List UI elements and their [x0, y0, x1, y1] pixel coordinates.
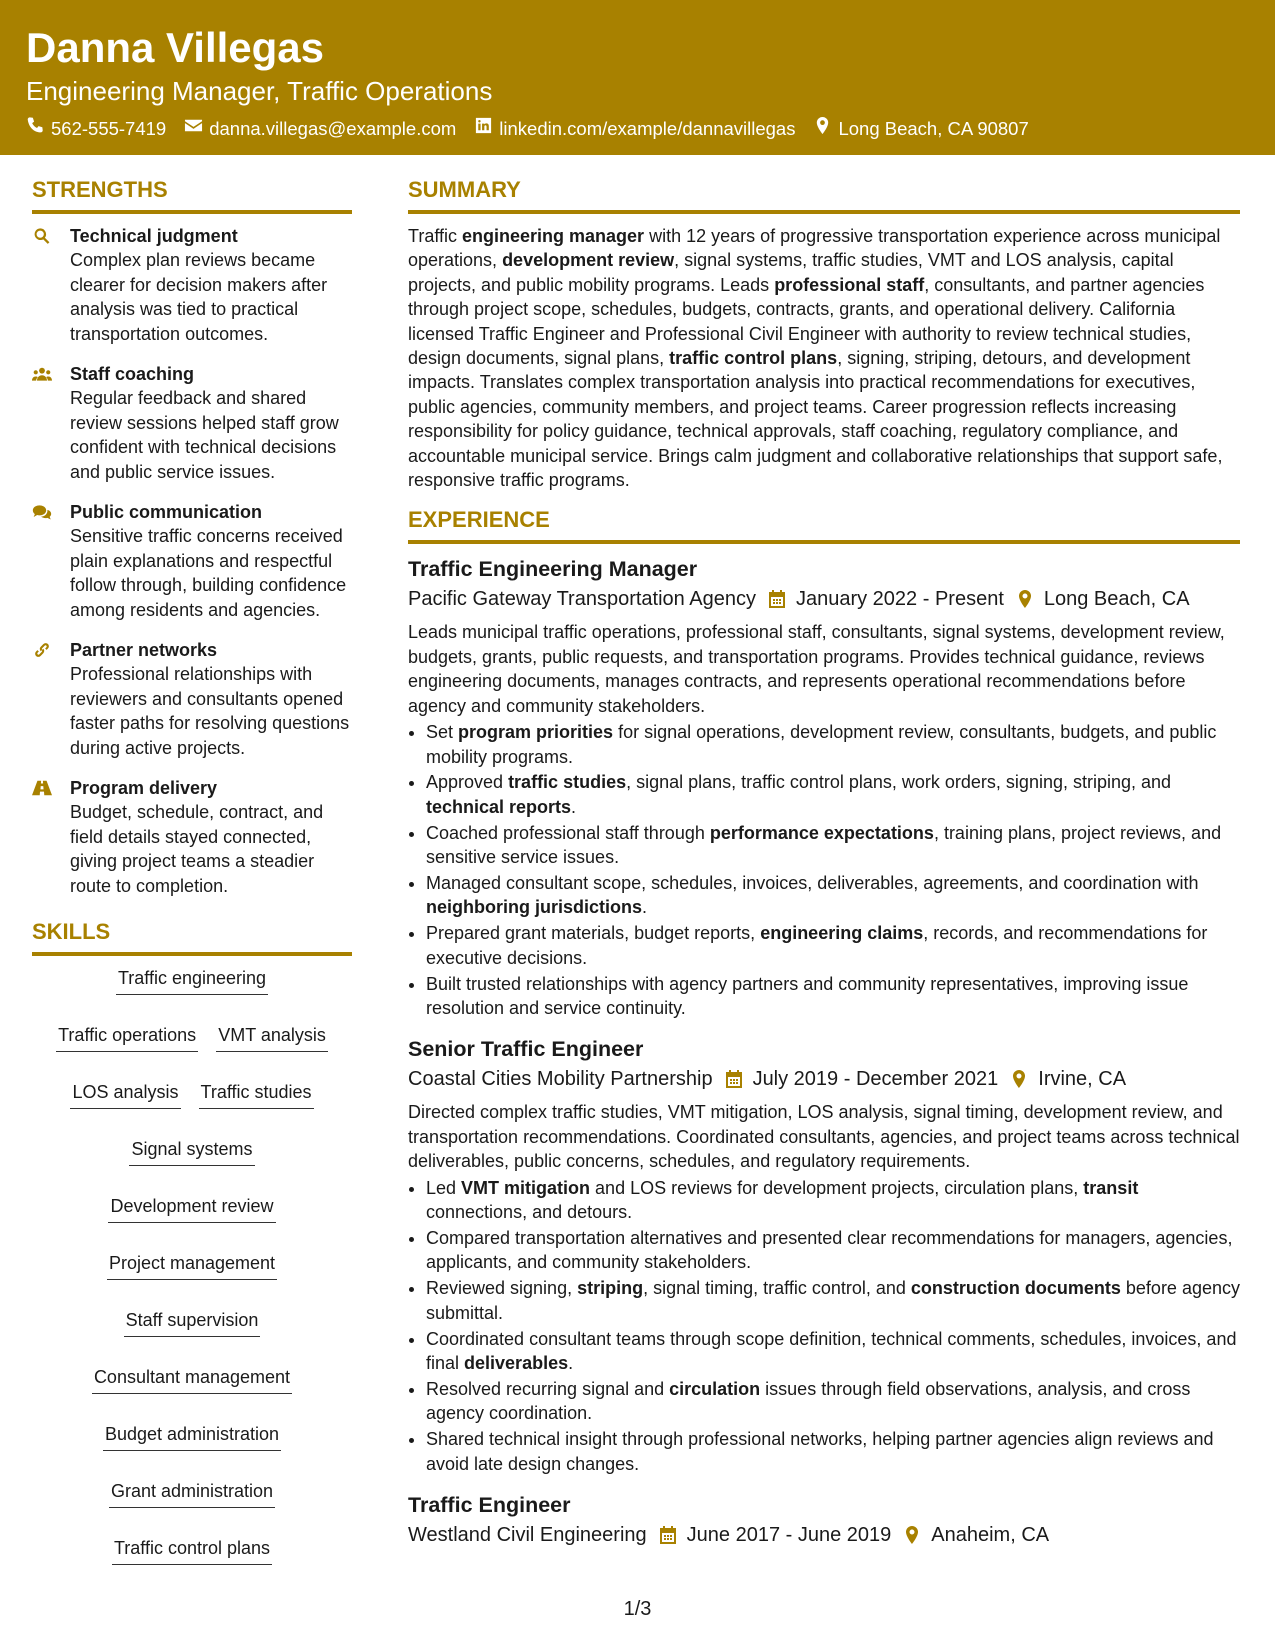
comments-icon — [32, 500, 70, 622]
strengths-heading: STRENGTHS — [32, 176, 352, 214]
list-item: • Led VMT mitigation and LOS reviews for development projects, circulation plans, transit connections, and detours. — [426, 1176, 1240, 1225]
summary-text: Traffic engineering manager with 12 years of progressive transportation experience across municipal operations, development review, signal systems, traffic studies, VMT and LOS analysis, capital projects, and public mobility programs. Leads professional staff, consultants, and partner agencies through project scope, schedules, budgets, contracts, grants, and operational delivery. California licensed Traffic Engineer and Professional Civil Engineer with authority to review technical studies, design documents, signal plans, traffic control plans, signing, striping, detours, and development impacts. Translates complex transportation analysis into practical recommendations for executives, public agencies, community members, and project teams. Career progression reflects increasing responsibility for policy guidance, technical approvals, staff coaching, regulatory compliance, and accountable municipal service. Brings calm judgment and collaborative relationships that support safe, responsive traffic programs. — [408, 226, 1223, 491]
job-bullets — [408, 1176, 1240, 1476]
strengths-list — [32, 224, 352, 898]
skills-heading: SKILLS — [32, 918, 352, 956]
calendar-icon — [768, 589, 786, 609]
job-entry — [408, 554, 1240, 1020]
job-dates: July 2019 - December 2021 — [752, 1068, 999, 1091]
contact-location — [813, 116, 1028, 141]
list-item: • Resolved recurring signal and circulation issues through field observations, analysis, and cross agency coordination. — [426, 1377, 1240, 1426]
strength-title: Technical judgment — [70, 226, 238, 246]
list-item: • Coordinated consultant teams through scope definition, technical comments, schedules, invoices, and final deliverables. — [426, 1327, 1240, 1376]
job-entry — [408, 1034, 1240, 1476]
right-column — [408, 176, 1240, 1556]
list-item: • Shared technical insight through professional networks, helping partner agencies align reviews and avoid late design changes. — [426, 1427, 1240, 1476]
email-text: danna.villegas@example.com — [209, 117, 457, 139]
calendar-icon — [725, 1069, 743, 1089]
job-bullets — [408, 720, 1240, 1020]
strength-item — [32, 362, 352, 484]
strength-desc: Complex plan reviews became clearer for decision makers after analysis was tied to practical transportation outcomes. — [70, 250, 328, 344]
contact-email[interactable] — [184, 116, 456, 141]
list-item: • Set program priorities for signal operations, development review, consultants, budgets, and public mobility programs. — [426, 720, 1240, 769]
strength-desc: Sensitive traffic concerns received plain explanations and respectful follow through, building confidence among residents and agencies. — [70, 526, 347, 620]
summary-heading: SUMMARY — [408, 176, 1240, 214]
location-text: Long Beach, CA 90807 — [838, 117, 1029, 139]
strength-item — [32, 638, 352, 760]
search-icon — [32, 224, 70, 346]
strength-desc: Professional relationships with reviewers and consultants opened faster paths for resolving questions during active projects. — [70, 664, 350, 758]
job-description: Leads municipal traffic operations, professional staff, consultants, signal systems, development review, budgets, grants, public requests, and transportation programs. Provides technical guidance, reviews engineering documents, manages contracts, and represents operational recommendations before agency and community stakeholders. — [408, 622, 1225, 716]
strength-desc: Regular feedback and shared review sessions helped staff grow confident with technical decisions and public service issues. — [70, 388, 339, 482]
phone-icon — [26, 116, 45, 141]
skill-tag: Staff supervision — [124, 1308, 261, 1337]
job-dates: January 2022 - Present — [795, 588, 1004, 611]
strength-title: Staff coaching — [70, 364, 195, 384]
contact-phone[interactable] — [26, 116, 166, 141]
job-title: Traffic Engineer — [408, 1493, 571, 1518]
job-title: Senior Traffic Engineer — [408, 1037, 644, 1062]
skills-list — [32, 966, 352, 1565]
experience-list — [408, 554, 1240, 1550]
linkedin-text: linkedin.com/example/dannavillegas — [499, 117, 796, 139]
list-item: • Approved traffic studies, signal plans, traffic control plans, work orders, signing, striping, and technical reports. — [426, 770, 1240, 819]
job-title: Traffic Engineering Manager — [408, 557, 698, 582]
candidate-title: Engineering Manager, Traffic Operations — [26, 76, 493, 106]
job-location: Long Beach, CA — [1043, 588, 1190, 611]
users-icon — [32, 362, 70, 484]
skill-tag: Grant administration — [109, 1479, 275, 1508]
strength-item — [32, 776, 352, 898]
resume-header — [0, 0, 1275, 155]
list-item: • Reviewed signing, striping, signal timing, traffic control, and construction documents before agency submittal. — [426, 1276, 1240, 1325]
job-company: Coastal Cities Mobility Partnership — [408, 1068, 713, 1091]
skill-tag: VMT analysis — [216, 1023, 328, 1052]
strength-title: Partner networks — [70, 640, 218, 660]
linkedin-icon — [474, 116, 493, 141]
phone-text: 562-555-7419 — [51, 117, 167, 139]
strength-desc: Budget, schedule, contract, and field details stayed connected, giving project teams a steadier route to completion. — [70, 802, 324, 896]
strength-item — [32, 224, 352, 346]
job-location: Irvine, CA — [1038, 1068, 1127, 1091]
map-pin-icon — [1016, 589, 1034, 609]
skill-tag: Development review — [108, 1194, 275, 1223]
map-pin-icon — [813, 116, 832, 141]
candidate-name: Danna Villegas — [26, 24, 325, 71]
strength-title: Public communication — [70, 502, 263, 522]
job-meta — [408, 1520, 1240, 1550]
job-company: Westland Civil Engineering — [408, 1524, 647, 1547]
job-meta — [408, 584, 1240, 614]
skill-tag: Signal systems — [129, 1137, 254, 1166]
list-item: • Built trusted relationships with agency partners and community representatives, improving issue resolution and service continuity. — [426, 972, 1240, 1021]
map-pin-icon — [1010, 1069, 1028, 1089]
calendar-icon — [659, 1525, 677, 1545]
job-company: Pacific Gateway Transportation Agency — [408, 588, 756, 611]
contact-linkedin[interactable] — [474, 116, 795, 141]
map-pin-icon — [903, 1525, 921, 1545]
job-description: Directed complex traffic studies, VMT mitigation, LOS analysis, signal timing, development review, and transportation recommendations. Coordinated consultants, agencies, and project teams across technical deliverables, public concerns, schedules, and regulatory requirements. — [408, 1102, 1240, 1172]
job-dates: June 2017 - June 2019 — [686, 1524, 892, 1547]
list-item: • Compared transportation alternatives and presented clear recommendations for managers, agencies, applicants, and community stakeholders. — [426, 1226, 1240, 1275]
road-icon — [32, 776, 70, 898]
skill-tag: Traffic operations — [56, 1023, 198, 1052]
contact-bar — [26, 116, 1029, 141]
skill-tag: Traffic engineering — [116, 966, 268, 995]
job-location: Anaheim, CA — [931, 1524, 1050, 1547]
left-column — [32, 176, 352, 1565]
link-icon — [32, 638, 70, 760]
job-meta — [408, 1064, 1240, 1094]
strength-item — [32, 500, 352, 622]
skill-tag: Project management — [107, 1251, 277, 1280]
page-number: 1/3 — [623, 1598, 652, 1620]
list-item: • Managed consultant scope, schedules, invoices, deliverables, agreements, and coordination with neighboring jurisdictions. — [426, 871, 1240, 920]
envelope-icon — [184, 116, 203, 141]
strength-title: Program delivery — [70, 778, 218, 798]
list-item: • Coached professional staff through performance expectations, training plans, project reviews, and sensitive service issues. — [426, 821, 1240, 870]
skill-tag: Consultant management — [92, 1365, 292, 1394]
job-entry — [408, 1490, 1240, 1550]
experience-heading: EXPERIENCE — [408, 506, 1240, 544]
skill-tag: Budget administration — [103, 1422, 281, 1451]
skill-tag: Traffic control plans — [112, 1536, 272, 1565]
skill-tag: Traffic studies — [199, 1080, 314, 1109]
skill-tag: LOS analysis — [70, 1080, 180, 1109]
list-item: • Prepared grant materials, budget reports, engineering claims, records, and recommendations for executive decisions. — [426, 921, 1240, 970]
